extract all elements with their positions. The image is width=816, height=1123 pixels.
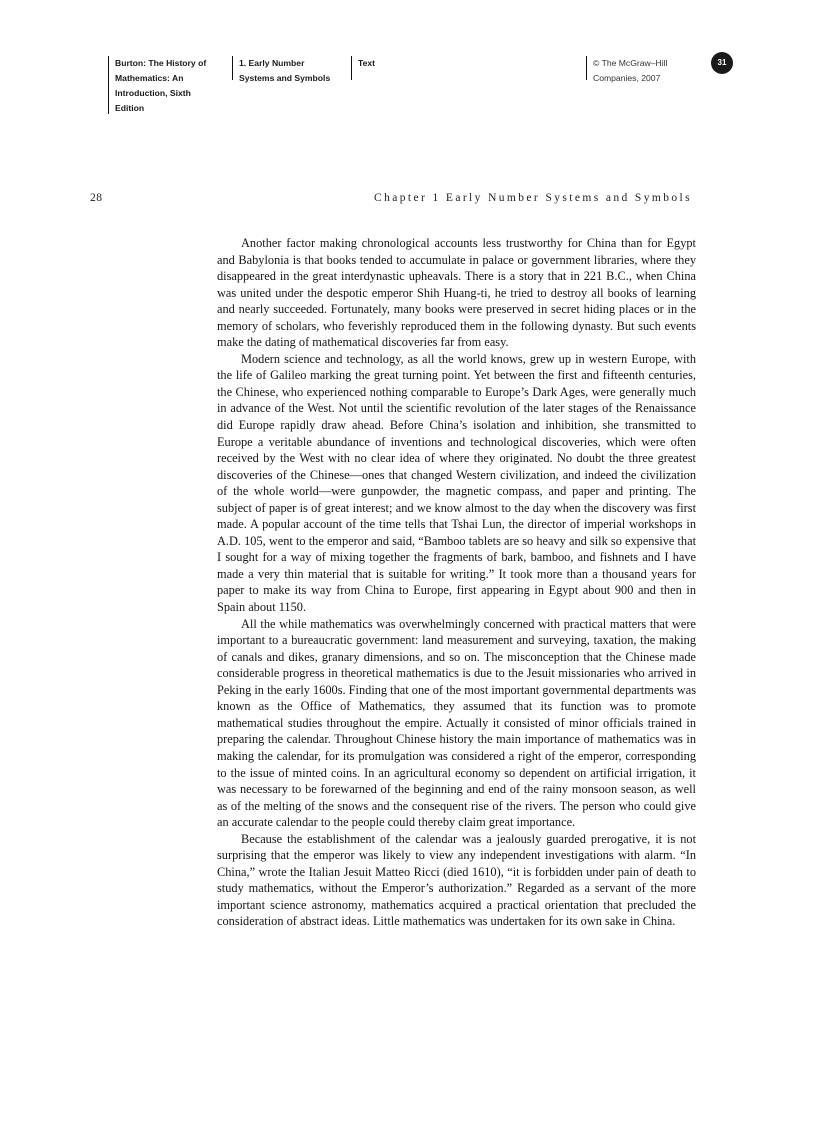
header-banner (108, 48, 728, 113)
content-type-label: Text (351, 56, 451, 80)
paragraph: Because the establishment of the calendar was a jealously guarded prerogative, it is not surprising that the emperor was likely to view any independent investigations with alarm. “In China,” wrote the Italian Jesuit Matteo Ricci (died 1610), “it is forbidden under pain of death to study mathematics, without the Emperor’s authorization.” Regarded as a servant of the more important science astronomy, mathematics acquired a practical orientation that precluded the consideration of abstract ideas. Little mathematics was undertaken for its own sake in China. (217, 831, 696, 929)
page-badge: 31 (711, 52, 733, 74)
paragraph: Modern science and technology, as all the world knows, grew up in western Europe, with the life of Galileo marking the great turning point. Yet between the first and fifteenth centuries, the Chinese, who experienced nothing comparable to Europe’s Dark Ages, were generally much in advance of the West. Not until the scientific revolution of the later stages of the Renaissance did Europe rapidly draw ahead. Before China’s isolation and inhibition, she transmitted to Europe a veritable abundance of inventions and technological discoveries, which were often received by the West with no clear idea of where they originated. No doubt the three greatest discoveries of the Chinese—ones that changed Western civilization, and indeed the civilization of the whole world—were gunpowder, the magnetic compass, and paper and printing. The subject of paper is of great interest; and we know almost to the day when the discovery was first made. A popular account of the time tells that Tshai Lun, the director of imperial workshops in A.D. 105, went to the emperor and said, “Bamboo tablets are so heavy and silk so expensive that I sought for a way of mixing together the fragments of bark, bamboo, and fishnets and I have made a very thin material that is suitable for writing.” It took more than a thousand years for paper to make its way from China to Europe, first appearing in Egypt about 900 and then in Spain about 1150. (217, 351, 696, 615)
chapter-label: 1. Early Number Systems and Symbols (232, 56, 342, 80)
copyright-notice: © The McGraw–Hill Companies, 2007 (586, 56, 686, 80)
paragraph: All the while mathematics was overwhelmingly concerned with practical matters that were important to a bureaucratic government: land measurement and surveying, taxation, the making of canals and dikes, granary dimensions, and so on. The misconception that the Chinese made considerable progress in theoretical mathematics is due to the Jesuit missionaries who arrived in Peking in the early 1600s. Finding that one of the most important governmental departments was known as the Office of Mathematics, they assumed that its function was to promote mathematical studies throughout the empire. Actually it consisted of minor officials trained in preparing the calendar. Throughout Chinese history the main importance of mathematics was in making the calendar, for its promulgation was considered a right of the emperor, corresponding to the issue of minted coins. In an agricultural economy so dependent on artificial irrigation, it was necessary to be forewarned of the beginning and end of the rainy monsoon season, as well as of the melting of the snows and the consequent rise of the rivers. The person who could give an accurate calendar to the people could thereby claim great importance. (217, 616, 696, 830)
running-title: Chapter 1 Early Number Systems and Symbols (374, 192, 692, 204)
body-text (217, 235, 696, 930)
book-title: Burton: The History of Mathematics: An Introduction, Sixth Edition (108, 56, 220, 114)
page-number: 28 (90, 192, 103, 204)
paragraph: Another factor making chronological accounts less trustworthy for China than for Egypt and Babylonia is that books tended to accumulate in palace or government libraries, where they disappeared in the great interdynastic upheavals. There is a story that in 221 B.C., when China was united under the despotic emperor Shih Huang-ti, he tried to destroy all books of learning and nearly succeeded. Fortunately, many books were preserved in secret hiding places or in the memory of scholars, who feverishly reproduced them in the following dynasty. But such events make the dating of mathematical discoveries far from easy. (217, 236, 696, 350)
